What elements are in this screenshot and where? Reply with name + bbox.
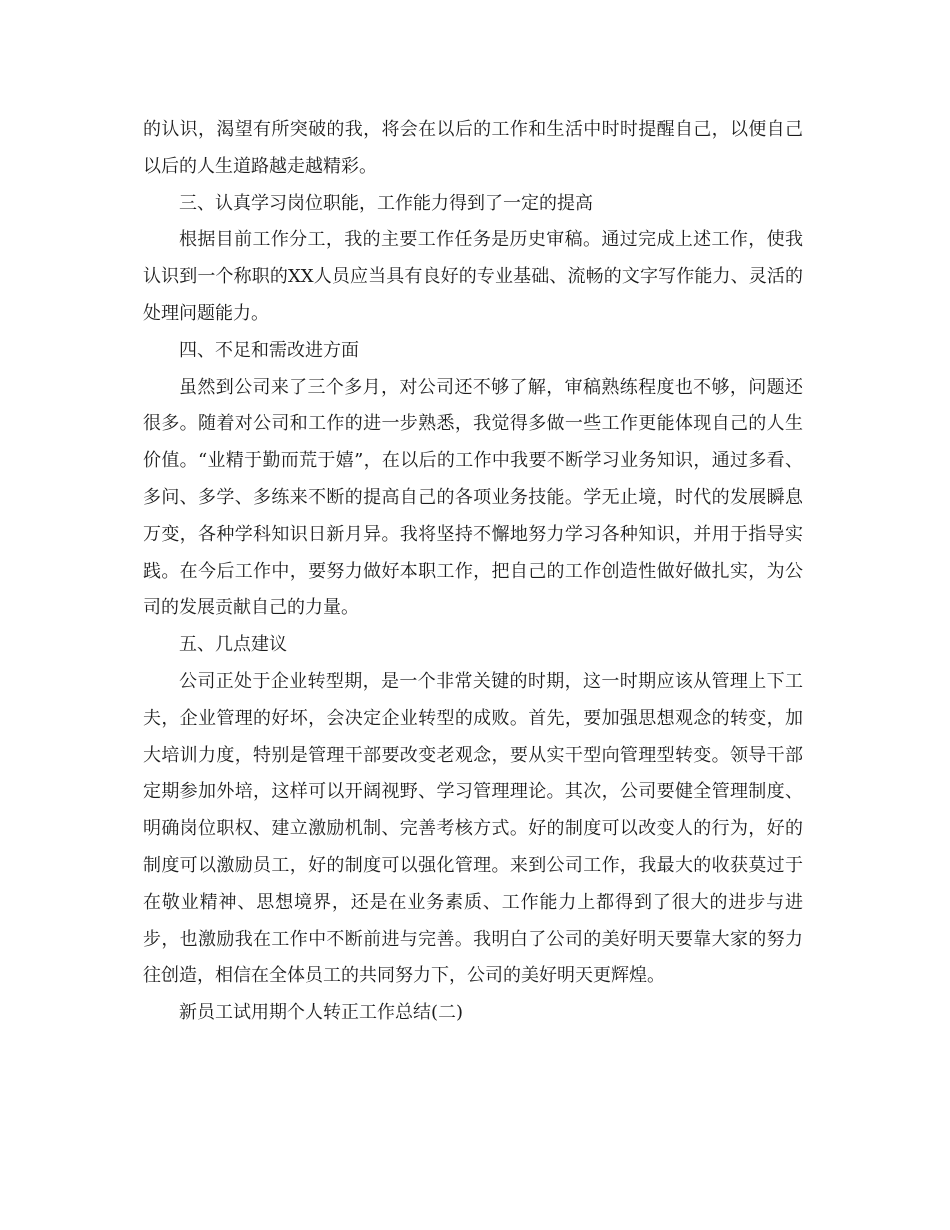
paragraph-shortcomings: 虽然到公司来了三个多月，对公司还不够了解，审稿熟练程度也不够，问题还很多。随着对公司和工作的进一步熟悉，我觉得多做一些工作更能体现自己的人生价值。“业精于勤而荒于嬉”，在以后的工作中我要不断学习业务知识，通过多看、多问、多学、多练来不断的提高自己的各项业务技能。学无止境，时代的发展瞬息万变，各种学科知识日新月异。我将坚持不懈地努力学习各种知识，并用于指导实践。在今后工作中，要努力做好本职工作，把自己的工作创造性做好做扎实，为公司的发展贡献自己的力量。 [143, 376, 803, 619]
document-subtitle: 新员工试用期个人转正工作总结(二) [179, 1002, 464, 1024]
section-heading-3: 三、认真学习岗位职能，工作能力得到了一定的提高 [179, 192, 593, 214]
paragraph-job-duties: 根据目前工作分工，我的主要工作任务是历史审稿。通过完成上述工作，使我认识到一个称职的XX人员应当具有良好的专业基础、流畅的文字写作能力、灵活的处理问题能力。 [143, 229, 803, 324]
paragraph-continuation: 的认识，渴望有所突破的我，将会在以后的工作和生活中时时提醒自己，以便自己以后的人生道路越走越精彩。 [143, 119, 803, 177]
document-body [143, 112, 803, 1032]
section-heading-4: 四、不足和需改进方面 [179, 339, 359, 361]
section-heading-5: 五、几点建议 [179, 634, 287, 656]
paragraph-suggestions: 公司正处于企业转型期，是一个非常关键的时期，这一时期应该从管理上下工夫，企业管理的好坏，会决定企业转型的成败。首先，要加强思想观念的转变，加大培训力度，特别是管理干部要改变老观念，要从实干型向管理型转变。领导干部定期参加外培，这样可以开阔视野、学习管理理论。其次，公司要健全管理制度、明确岗位职权、建立激励机制、完善考核方式。好的制度可以改变人的行为，好的制度可以激励员工，好的制度可以强化管理。来到公司工作，我最大的收获莫过于在敬业精神、思想境界，还是在业务素质、工作能力上都得到了很大的进步与进步，也激励我在工作中不断前进与完善。我明白了公司的美好明天要靠大家的努力往创造，相信在全体员工的共同努力下，公司的美好明天更辉煌。 [143, 670, 803, 987]
